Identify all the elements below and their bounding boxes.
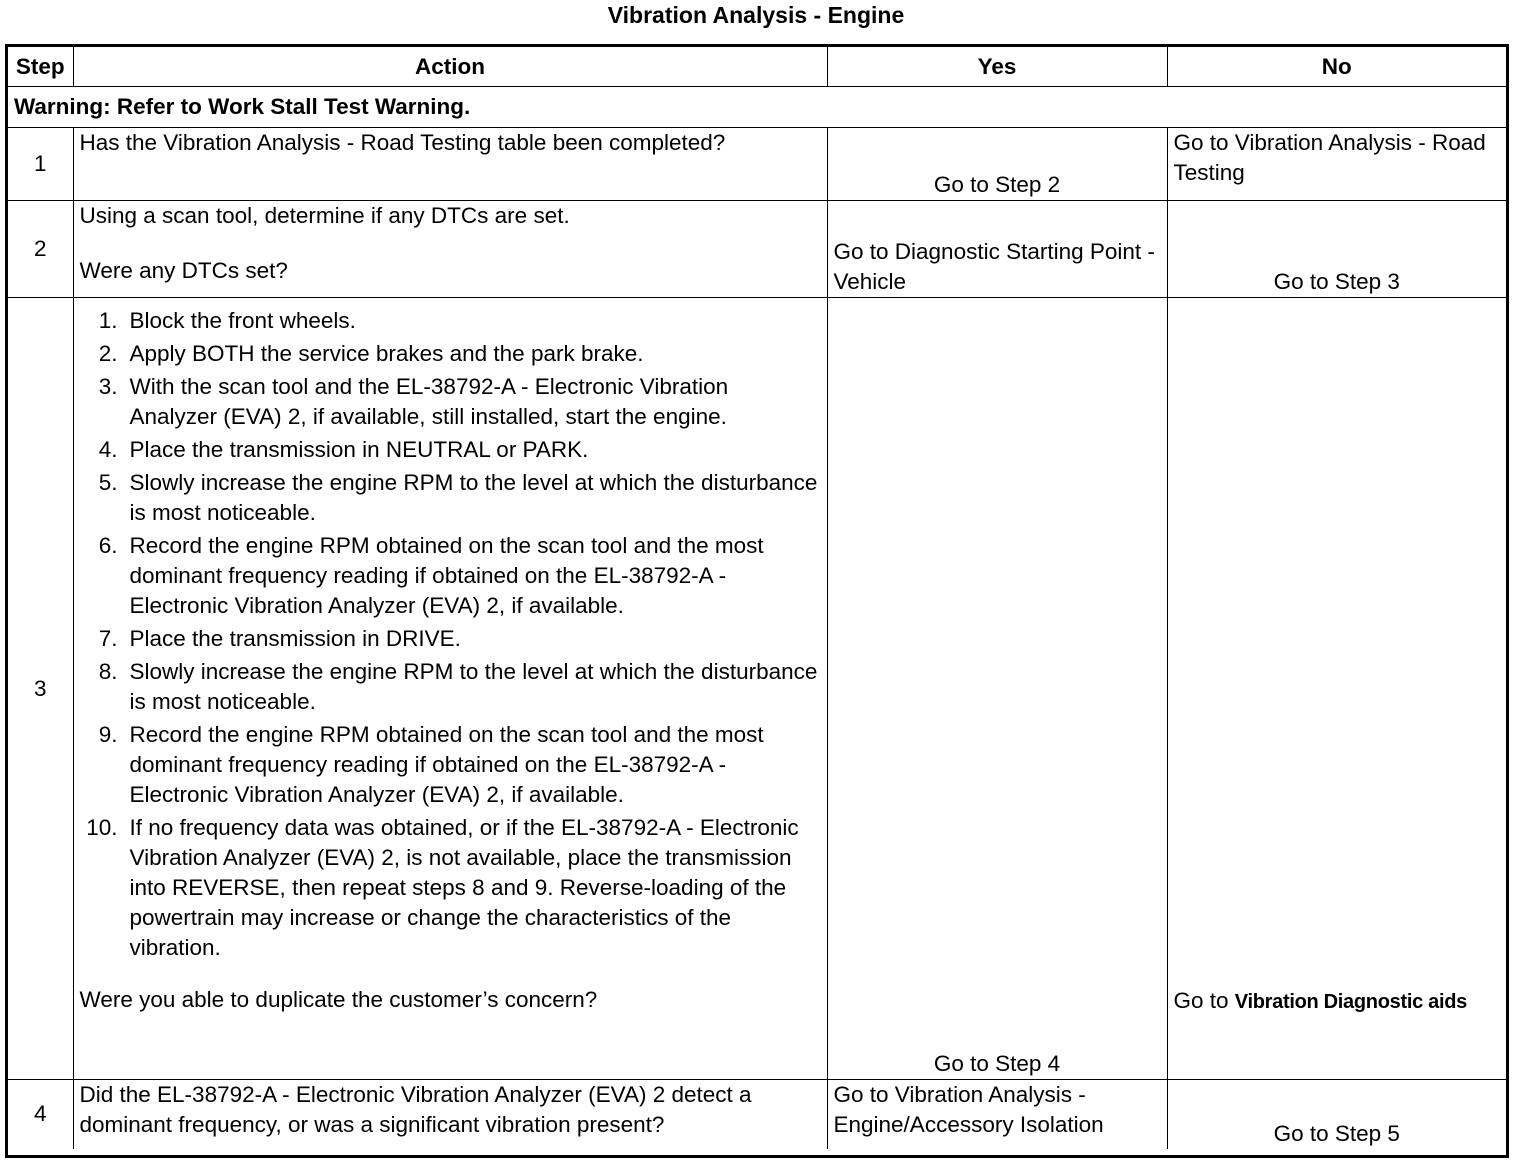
list-item: 7. Place the transmission in DRIVE.	[98, 626, 461, 651]
warning-row	[8, 87, 1506, 128]
action-cell	[73, 201, 827, 298]
table-row	[8, 1080, 1506, 1149]
yes-cell: Go to Step 4	[827, 298, 1167, 1080]
yes-cell: Go to Diagnostic Starting Point - Vehicle	[827, 201, 1167, 298]
header-yes: Yes	[827, 47, 1167, 87]
yes-cell: Go to Vibration Analysis - Engine/Accessory Isolation	[827, 1080, 1167, 1149]
no-cell: Go to Vibration Analysis - Road Testing	[1167, 128, 1506, 201]
step-number: 4	[8, 1080, 73, 1149]
action-cell	[73, 298, 827, 1080]
warning-text: Warning: Refer to Work Stall Test Warning.	[8, 87, 1506, 128]
procedure-list	[80, 306, 821, 963]
no-prefix: Go to	[1173, 988, 1229, 1013]
header-action: Action	[73, 47, 827, 87]
action-cell: Has the Vibration Analysis - Road Testing table been completed?	[73, 128, 827, 201]
list-item: 9. Record the engine RPM obtained on the scan tool and the most dominant frequency reading if obtained on the EL-38792-A - Electronic Vibration Analyzer (EVA) 2, if available.	[98, 722, 764, 807]
action-cell: Did the EL-38792-A - Electronic Vibration Analyzer (EVA) 2 detect a dominant frequency, or was a significant vibration present?	[73, 1080, 827, 1149]
page-title: Vibration Analysis - Engine	[607, 2, 905, 28]
list-item: 5. Slowly increase the engine RPM to the level at which the disturbance is most noticeable.	[98, 470, 818, 525]
vibration-diagnostic-aids-link[interactable]: Vibration Diagnostic aids	[1234, 991, 1467, 1013]
table-row	[8, 298, 1506, 1080]
header-step: Step	[8, 47, 73, 87]
list-item: 1. Block the front wheels.	[98, 308, 356, 333]
step-number: 2	[8, 201, 73, 298]
list-item: 8. Slowly increase the engine RPM to the level at which the disturbance is most noticeable.	[98, 659, 818, 714]
step-number: 3	[8, 298, 73, 1080]
no-cell	[1167, 298, 1506, 1080]
list-item: 3. With the scan tool and the EL-38792-A - Electronic Vibration Analyzer (EVA) 2, if available, still installed, start the engine.	[98, 374, 729, 429]
header-no: No	[1167, 47, 1506, 87]
no-cell: Go to Step 3	[1167, 201, 1506, 298]
action-instruction: Using a scan tool, determine if any DTCs are set.	[79, 203, 570, 228]
diagnostic-table-frame	[5, 44, 1509, 1158]
action-question: Were any DTCs set?	[79, 258, 288, 283]
table-row	[8, 201, 1506, 298]
list-item: 10. If no frequency data was obtained, or if the EL-38792-A - Electronic Vibration Analyzer (EVA) 2, is not available, place the transmission into REVERSE, then repeat steps 8 and 9. Reverse-loading of the powertrain may increase or change the characteristics of the vibration.	[86, 815, 799, 960]
no-cell: Go to Step 5	[1167, 1080, 1506, 1149]
diagnostic-table	[8, 47, 1506, 1149]
list-item: 2. Apply BOTH the service brakes and the park brake.	[98, 341, 644, 366]
list-item: 6. Record the engine RPM obtained on the scan tool and the most dominant frequency reading if obtained on the EL-38792-A - Electronic Vibration Analyzer (EVA) 2, if available.	[98, 533, 764, 618]
step-number: 1	[8, 128, 73, 201]
list-item: 4. Place the transmission in NEUTRAL or PARK.	[98, 437, 589, 462]
yes-cell: Go to Step 2	[827, 128, 1167, 201]
header-row	[8, 47, 1506, 87]
table-row	[8, 128, 1506, 201]
action-question: Were you able to duplicate the customer’s concern?	[79, 987, 598, 1012]
